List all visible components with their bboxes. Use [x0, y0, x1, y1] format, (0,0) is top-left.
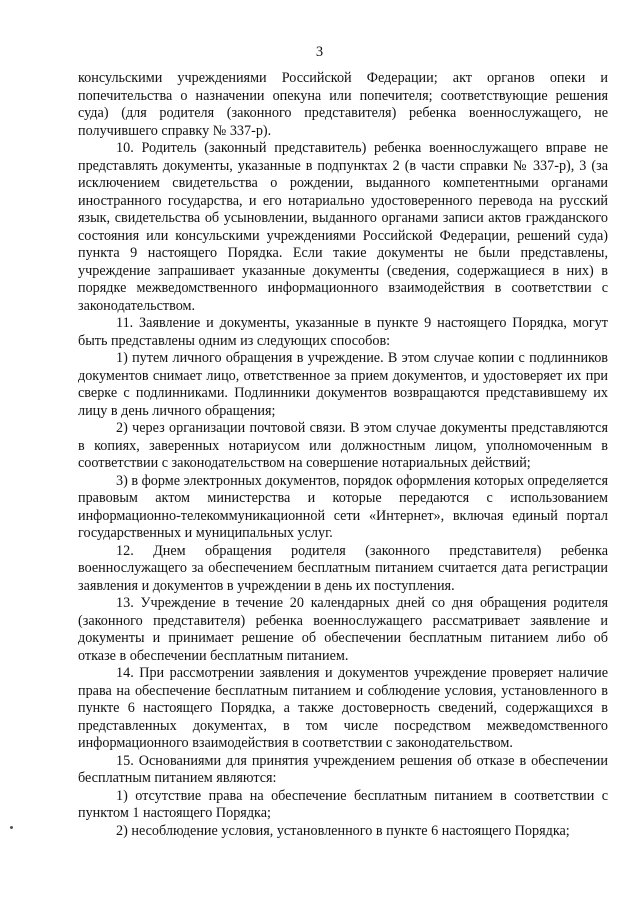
paragraph-clause-10: 10. Родитель (законный представитель) ребенка военнослужащего вправе не представлять документы, указанные в подпунктах 2 (в части справки № 337-р), 3 (за исключением свидетельства о рождении, выданного компетентными органами иностранного государства, и его нотариально удостоверенного перевода на русский язык, свидетельства об усыновлении, выданного органами записи актов гражданского состояния или консульскими учреждениями Российской Федерации, решений суда) пункта 9 настоящего Порядка. Если такие документы не были представлены, учреждение запрашивает указанные документы (сведения, содержащиеся в них) в порядке межведомственного информационного взаимодействия в соответствии с законодательством. — [78, 140, 608, 314]
paragraph-clause-11-item-1: 1) путем личного обращения в учреждение. В этом случае копии с подлинников документов снимает лицо, ответственное за прием документов, и удостоверяет их при сверке с подлинниками. Подлинники документов возвращаются представившему их лицу в день личного обращения; — [78, 350, 608, 419]
page-number: 3 — [315, 44, 324, 60]
document-body — [78, 70, 608, 840]
paragraph-clause-14: 14. При рассмотрении заявления и документов учреждение проверяет наличие права на обеспечение бесплатным питанием и соблюдение условия, установленного в пункте 6 настоящего Порядка, а также достоверность сведений, содержащихся в представленных документах, в том числе посредством межведомственного информационного взаимодействия в соответствии с законодательством. — [78, 665, 608, 751]
paragraph-clause-15-item-2: 2) несоблюдение условия, установленного в пункте 6 настоящего Порядка; — [116, 822, 570, 839]
paragraph-clause-15-item-1: 1) отсутствие права на обеспечение бесплатным питанием в соответствии с пунктом 1 настоящего Порядка; — [78, 787, 608, 821]
paragraph-continuation: консульскими учреждениями Российской Федерации; акт органов опеки и попечительства о назначении опекуна или попечителя; соответствующие решения суда) (для родителя (законного представителя) ребенка военнослужащего, не получившего справку № 337-р). — [78, 70, 608, 139]
paragraph-clause-11-item-3: 3) в форме электронных документов, порядок оформления которых определяется правовым актом министерства и которые передаются с использованием информационно-телекоммуникационной сети «Интернет», включая единый портал государственных и муниципальных услуг. — [78, 472, 608, 541]
paragraph-clause-11: 11. Заявление и документы, указанные в пункте 9 настоящего Порядка, могут быть представлены одним из следующих способов: — [78, 315, 608, 349]
paragraph-clause-12: 12. Днем обращения родителя (законного представителя) ребенка военнослужащего за обеспечением бесплатным питанием считается дата регистрации заявления и документов в учреждении в день их поступления. — [78, 542, 608, 594]
paragraph-clause-15: 15. Основаниями для принятия учреждением решения об отказе в обеспечении бесплатным питанием являются: — [78, 752, 608, 786]
paragraph-clause-11-item-2: 2) через организации почтовой связи. В этом случае документы представляются в копиях, заверенных нотариусом или должностным лицом, уполномоченным в соответствии с законодательством на совершение нотариальных действий; — [78, 420, 608, 471]
scan-speck — [10, 826, 13, 829]
paragraph-clause-13: 13. Учреждение в течение 20 календарных дней со дня обращения родителя (законного представителя) ребенка военнослужащего рассматривает заявление и документы и принимает решение об обеспечении бесплатным питанием либо об отказе в обеспечении бесплатным питанием. — [78, 595, 608, 664]
